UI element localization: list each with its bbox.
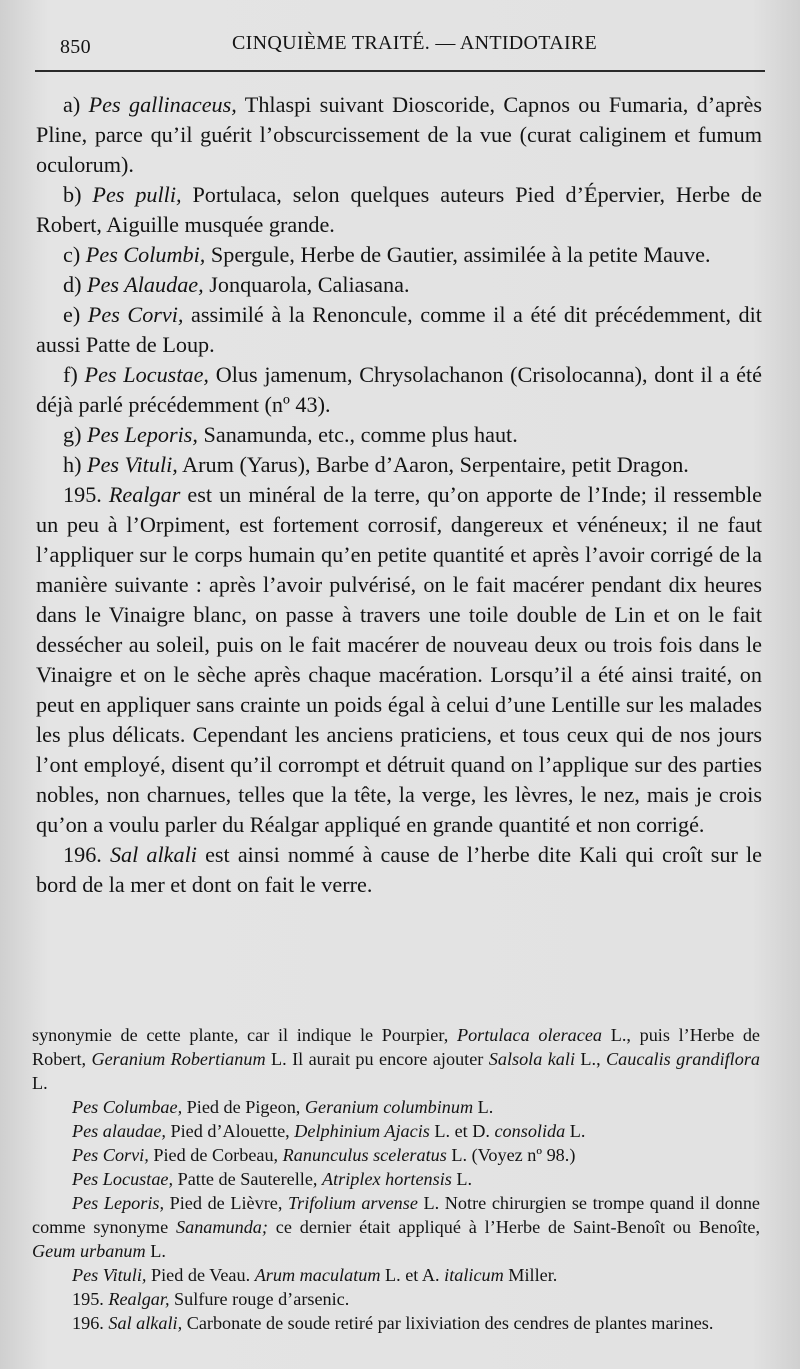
entry-term: Pes Locustae, [84,362,209,387]
footnote-pes-corvi: Pes Corvi, Pied de Corbeau, Ranunculus sceleratus L. (Voyez nº 98.) [72,1145,576,1165]
entry-term: Pes Leporis, [87,422,198,447]
entry-196: 196. Sal alkali est ainsi nommé à cause de l’herbe dite Kali qui croît sur le bord de la mer et dont on fait le verre. [36,842,763,897]
entry-term: Realgar [108,482,181,507]
entry-g: g) Pes Leporis, Sanamunda, etc., comme plus haut. [63,422,518,447]
entry-term: Pes Columbi, [85,242,206,267]
entry-h: h) Pes Vituli, Arum (Yarus), Barbe d’Aaron, Serpentaire, petit Dragon. [63,452,689,477]
entry-term: Sal alkali [109,842,197,867]
entry-e: e) Pes Corvi, assimilé à la Renoncule, comme il a été dit précédemment, dit aussi Patte de Loup. [36,302,762,357]
entry-f: f) Pes Locustae, Olus jamenum, Chrysolachanon (Crisolocanna), dont il a été déjà parlé précédemment (nº 43). [36,362,763,417]
entry-term: Pes Vituli, [87,452,178,477]
entry-term: Pes pulli, [92,182,182,207]
footnote-continuation: synonymie de cette plante, car il indique le Pourpier, Portulaca oleracea L., puis l’Herbe de Robert, Geranium Robertianum L. Il aurait pu encore ajouter Salsola kali L., Caucalis grandiflora L. [32,1025,761,1093]
entry-a: a) Pes gallinaceus, Thlaspi suivant Dioscoride, Capnos ou Fumaria, d’après Pline, parce qu’il guérit l’obscurcissement de la vue (curat caliginem et fumum oculorum). [36,92,762,177]
entry-195: 195. Realgar est un minéral de la terre, qu’on apporte de l’Inde; il ressemble un peu à l’Orpiment, est fortement corrosif, dangereux et vénéneux; il ne faut l’appliquer sur le corps humain qu’en petite quantité et après l’avoir corrigé de la manière suivante : après l’avoir pulvérisé, on le fait macérer pendant dix heures dans le Vinaigre blanc, on passe à travers une toile double de Lin et on le fait dessécher au soleil, puis on le fait macérer de nouveau deux ou trois fois dans le Vinaigre et on le sèche après chaque macération. Lorsqu’il a été ainsi traité, on peut en appliquer sans crainte un poids égal à celui d’une Lentille sur les malades les plus délicats. Cependant les anciens praticiens, et tous ceux qui de nos jours l’ont employé, disent qu’il corrompt et détruit quand on l’applique sur des parties nobles, non charnues, telles que la tête, la verge, les lèvres, le nez, mais je crois qu’on a voulu parler du Réalgar appliqué en grande quantité et non corrigé. [36,482,762,837]
entry-b: b) Pes pulli, Portulaca, selon quelques auteurs Pied d’Épervier, Herbe de Robert, Aiguille musquée grande. [36,182,763,237]
running-head: CINQUIÈME TRAITÉ. — ANTIDOTAIRE [232,32,598,54]
main-text [36,90,762,900]
footnote-pes-locustae: Pes Locustae, Patte de Sauterelle, Atriplex hortensis L. [72,1169,473,1189]
footnote-196: 196. Sal alkali, Carbonate de soude retiré par lixiviation des cendres de plantes marines. [72,1313,714,1333]
page-number: 850 [60,36,91,58]
page-header [60,32,760,62]
entry-term: Pes Alaudae, [87,272,204,297]
footnote-pes-vituli: Pes Vituli, Pied de Veau. Arum maculatum L. et A. italicum Miller. [72,1265,558,1285]
entry-term: Pes gallinaceus, [88,92,237,117]
entry-d: d) Pes Alaudae, Jonquarola, Caliasana. [63,272,410,297]
entry-term: Pes Corvi, [87,302,184,327]
footnote-195: 195. Realgar, Sulfure rouge d’arsenic. [72,1289,350,1309]
footnote-pes-leporis: Pes Leporis, Pied de Lièvre, Trifolium arvense L. Notre chirurgien se trompe quand il donne comme synonyme Sanamunda; ce dernier était appliqué à l’Herbe de Saint-Benoît ou Benoîte, Geum urbanum L. [32,1193,760,1261]
footnote-pes-columbae: Pes Columbae, Pied de Pigeon, Geranium columbinum L. [72,1097,494,1117]
footnote-pes-alaudae: Pes alaudae, Pied d’Alouette, Delphinium Ajacis L. et D. consolida L. [72,1121,586,1141]
entry-c: c) Pes Columbi, Spergule, Herbe de Gautier, assimilée à la petite Mauve. [63,242,711,267]
header-rule [35,70,765,72]
footnotes [32,1023,760,1335]
